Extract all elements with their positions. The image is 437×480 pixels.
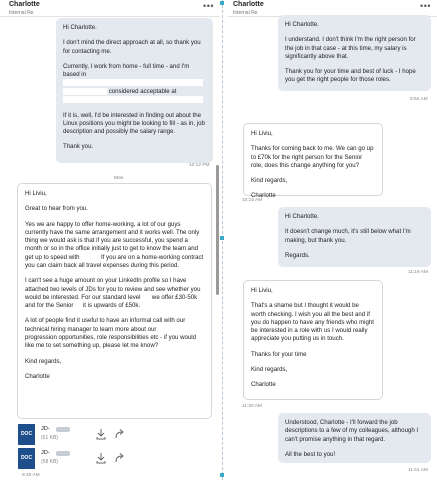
message-paragraph: If it is, well, I'd be interested in finding out about the Linux positions you might be looking to fill - as in, job description and possibly the salary range. <box>63 111 205 136</box>
attachment-item[interactable] <box>18 448 128 469</box>
message-paragraph: Understood, Charlotte - I'll forward the job descriptions to a few of my colleagues, although I can't promise anything in that regard. <box>285 419 419 443</box>
pane-divider <box>222 0 223 480</box>
message-paragraph: Yes we are happy to offer home-working, a lot of our guys currently have the same arrangement and it works well. The only thing we would ask is that if you are successful, you spend a month or so in the office initially just to get to know the team and get up to speed with If you are on a home-working contract you can claim back all travel expenses during this period. <box>25 220 204 269</box>
message-signoff: Kind regards, <box>251 177 288 185</box>
conversation-pane-right <box>228 0 437 480</box>
message-timestamp: 9:52 AM <box>410 97 428 102</box>
redacted-text <box>63 79 203 86</box>
message-paragraph: Regards. <box>285 251 310 259</box>
redacted-text <box>63 88 107 95</box>
message-paragraph: Thanks for your time <box>251 350 307 358</box>
message-greeting: Hi Charlotte. <box>285 21 319 28</box>
doc-file-icon: DOC <box>18 424 35 445</box>
message-signature: Charlotte <box>25 372 50 380</box>
message-paragraph: I understand. I don't think I'm the right person for the job in that case - at this time, my salary is significantly above that. <box>285 36 416 60</box>
contact-name[interactable]: Charlotte <box>9 1 40 8</box>
redacted-text <box>75 302 81 308</box>
redacted-text <box>158 326 178 332</box>
message-paragraph: That's a shame but I thought it would be worth checking. I wish you all the best and if you do happen to have any friends who might be interested in a role with us I would really appreciate you putting us in touch. <box>251 302 374 343</box>
message-greeting: Hi Charlotte. <box>63 24 97 31</box>
attachment-item[interactable] <box>18 424 128 445</box>
message-timestamp: 11:19 AM <box>408 270 428 275</box>
contact-subtitle: Internal Re <box>233 10 258 16</box>
doc-file-icon: DOC <box>18 448 35 469</box>
message-timestamp: 11:51 AM <box>408 468 428 473</box>
message-paragraph: Great to hear from you. <box>25 205 88 213</box>
divider-handle[interactable] <box>220 1 224 5</box>
message-paragraph: All the best to you! <box>285 450 336 458</box>
message-greeting: Hi Liviu, <box>251 130 273 137</box>
message-paragraph: A lot of people find it useful to have an informal call with our technical hiring manager to learn more about our progression opportunities, role responsibilities etc - if you would like me to set something up, please let me know? <box>25 317 197 350</box>
attachment-name[interactable]: JD- <box>41 426 50 432</box>
message-greeting: Hi Liviu, <box>25 190 47 197</box>
redacted-text <box>56 427 70 432</box>
message-greeting: Hi Charlotte. <box>285 213 319 220</box>
more-options-icon[interactable]: ••• <box>420 1 431 11</box>
message-signoff: Kind regards, <box>25 357 62 365</box>
divider-handle[interactable] <box>220 473 224 477</box>
message-paragraph: I don't mind the direct approach at all, so thank you for contacting me. <box>63 39 201 55</box>
sent-message <box>278 15 431 91</box>
redacted-text <box>142 294 150 300</box>
received-message <box>243 280 383 400</box>
attachment-name[interactable]: JD- <box>41 450 50 456</box>
received-message <box>243 123 383 200</box>
message-paragraph: I can't see a huge amount on your LinkedIn profile so I have attached two levels of JDs for you to review and see whether you would be interested. For our standard level we offer £30-50k and for the Senior it is upwards of £50k. <box>25 277 201 310</box>
message-paragraph: Thank you for your time and best of luck - I hope you get the right people for those roles. <box>285 68 416 84</box>
more-options-icon[interactable]: ••• <box>203 1 214 11</box>
attachment-size: (58 KB) <box>41 459 58 465</box>
message-paragraph: Thank you. <box>63 143 94 151</box>
scrollbar-thumb[interactable] <box>216 165 219 295</box>
message-paragraph: Thanks for coming back to me. We can go up to £70k for the right person for the Senior role, does this change anything for you? <box>251 145 374 169</box>
message-signature: Charlotte <box>251 192 276 200</box>
message-timestamp: 10:15 AM <box>242 198 263 203</box>
received-message <box>17 183 212 419</box>
redacted-text <box>63 96 203 103</box>
forward-icon[interactable] <box>115 452 125 464</box>
contact-name[interactable]: Charlotte <box>233 1 264 8</box>
message-greeting: Hi Liviu, <box>251 287 273 294</box>
attachment-size: (61 KB) <box>41 435 58 441</box>
contact-subtitle: Internal Re <box>9 10 34 16</box>
message-timestamp: 11:30 AM <box>242 404 262 409</box>
forward-icon[interactable] <box>115 428 125 440</box>
divider-handle[interactable] <box>220 236 224 240</box>
download-icon[interactable] <box>96 452 106 464</box>
redacted-text <box>81 254 99 260</box>
sent-message <box>278 413 431 463</box>
date-separator: Mon <box>114 176 124 181</box>
sent-message <box>56 18 213 163</box>
message-paragraph: It doesn't change much, it's still below what I'm making, but thank you. <box>285 228 411 244</box>
download-icon[interactable] <box>96 428 106 440</box>
sent-message <box>278 207 431 267</box>
redacted-text <box>56 451 70 456</box>
message-signoff: Kind regards, <box>251 365 288 373</box>
message-timestamp: 8:46 AM <box>22 473 40 478</box>
message-timestamp: 10:12 PM <box>189 163 210 168</box>
message-signature: Charlotte <box>251 381 276 389</box>
message-paragraph: Currently, I work from home - full time - and I'm based in considered acceptable at <box>63 63 206 105</box>
conversation-header <box>0 0 220 17</box>
